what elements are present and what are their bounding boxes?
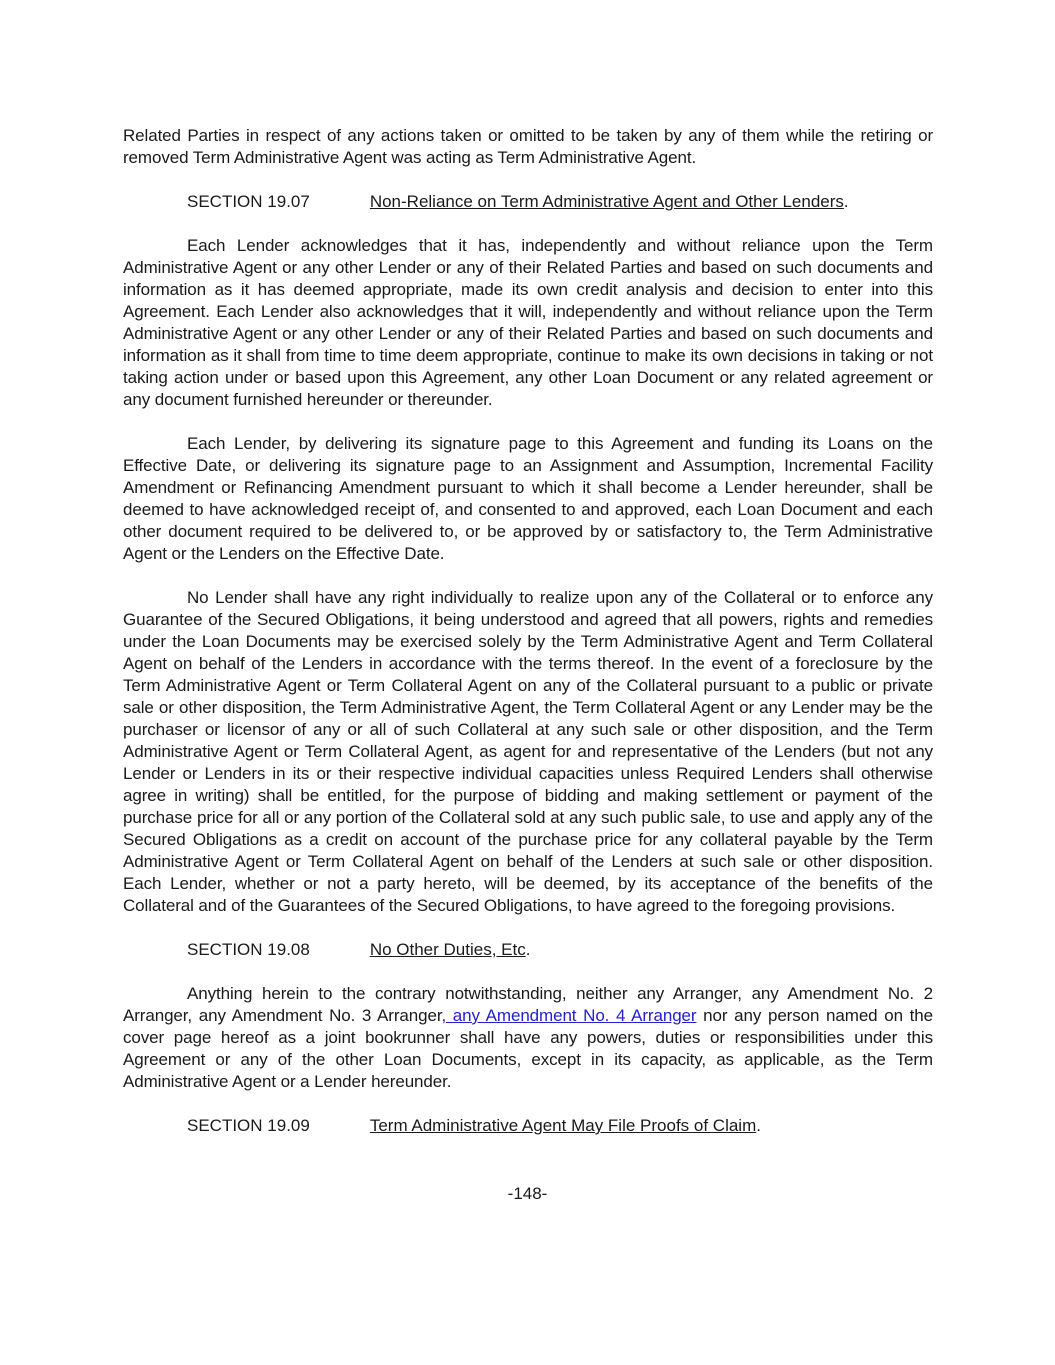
section-19-08-number: SECTION 19.08 — [187, 940, 310, 959]
paragraph-anything-herein — [123, 983, 933, 1093]
section-heading-19-07 — [123, 191, 933, 213]
paragraph-lender-signature-page: Each Lender, by delivering its signature page to this Agreement and funding its Loans on the Effective Date, or delivering its signature page to an Assignment and Assumption, Incremental Facility Amendment or Refinancing Amendment pursuant to which it shall become a Lender hereunder, shall be deemed to have acknowledged receipt of, and consented to and approved, each Loan Document and each other document required to be delivered to, or be approved by or satisfactory to, the Term Administrative Agent or the Lenders on the Effective Date. — [123, 434, 933, 563]
section-19-09-number: SECTION 19.09 — [187, 1116, 310, 1135]
section-19-07-number: SECTION 19.07 — [187, 192, 310, 211]
paragraph-continuation: Related Parties in respect of any actions taken or omitted to be taken by any of them while the retiring or removed Term Administrative Agent was acting as Term Administrative Agent. — [123, 126, 933, 167]
section-19-07-period: . — [843, 192, 849, 211]
section-heading-19-08 — [123, 939, 933, 961]
page-number: -148- — [507, 1184, 548, 1203]
paragraph-lender-acknowledges: Each Lender acknowledges that it has, independently and without reliance upon the Term Administrative Agent or any other Lender or any of their Related Parties and based on such documents and information as it has deemed appropriate, made its own credit analysis and decision to enter into this Agreement. Each Lender also acknowledges that it will, independently and without reliance upon the Term Administrative Agent or any other Lender or any of their Related Parties and based on such documents and information as it shall from time to time deem appropriate, continue to make its own decisions in taking or not taking action under or based upon this Agreement, any other Loan Document or any related agreement or any document furnished hereunder or thereunder. — [123, 236, 933, 409]
page-body — [123, 125, 933, 1159]
section-19-08-title: No Other Duties, Etc — [369, 940, 526, 959]
section-19-07-title: Non-Reliance on Term Administrative Agent and Other Lenders — [369, 192, 844, 211]
section-19-09-title: Term Administrative Agent May File Proofs of Claim — [369, 1116, 757, 1135]
paragraph-anything-herein-post: nor any person named on the cover page hereof as a joint bookrunner shall have any powers, duties or responsibilities under this Agreement or any of the other Loan Documents, except in its capacity, as applicable, as the Term Administrative Agent or a Lender hereunder. — [123, 1006, 933, 1091]
paragraph-anything-herein-pre: Anything herein to the contrary notwithstanding, neither any Arranger, any Amendment No. 2 Arranger, any Amendment No. 3 Arranger — [123, 984, 933, 1025]
section-19-08-period: . — [525, 940, 531, 959]
section-19-09-period: . — [756, 1116, 761, 1135]
section-heading-19-09 — [123, 1115, 933, 1137]
inserted-amendment-no-4-arranger-text: , any Amendment No. 4 Arranger — [441, 1006, 697, 1025]
paragraph-no-lender-collateral: No Lender shall have any right individually to realize upon any of the Collateral or to enforce any Guarantee of the Secured Obligations, it being understood and agreed that all powers, rights and remedies under the Loan Documents may be exercised solely by the Term Administrative Agent and Term Collateral Agent on behalf of the Lenders in accordance with the terms thereof. In the event of a foreclosure by the Term Administrative Agent or Term Collateral Agent on any of the Collateral pursuant to a public or private sale or other disposition, the Term Administrative Agent, the Term Collateral Agent or any Lender may be the purchaser or licensor of any or all of such Collateral at any such sale or other disposition, and the Term Administrative Agent or Term Collateral Agent, as agent for and representative of the Lenders (but not any Lender or Lenders in its or their respective individual capacities unless Required Lenders shall otherwise agree in writing) shall be entitled, for the purpose of bidding and making settlement or payment of the purchase price for all or any portion of the Collateral sold at any such public sale, to use and apply any of the Secured Obligations as a credit on account of the purchase price for any collateral payable by the Term Administrative Agent or Term Collateral Agent on behalf of the Lenders at such sale or other disposition. Each Lender, whether or not a party hereto, will be deemed, by its acceptance of the benefits of the Collateral and of the Guarantees of the Secured Obligations, to have agreed to the foregoing provisions. — [123, 588, 933, 915]
